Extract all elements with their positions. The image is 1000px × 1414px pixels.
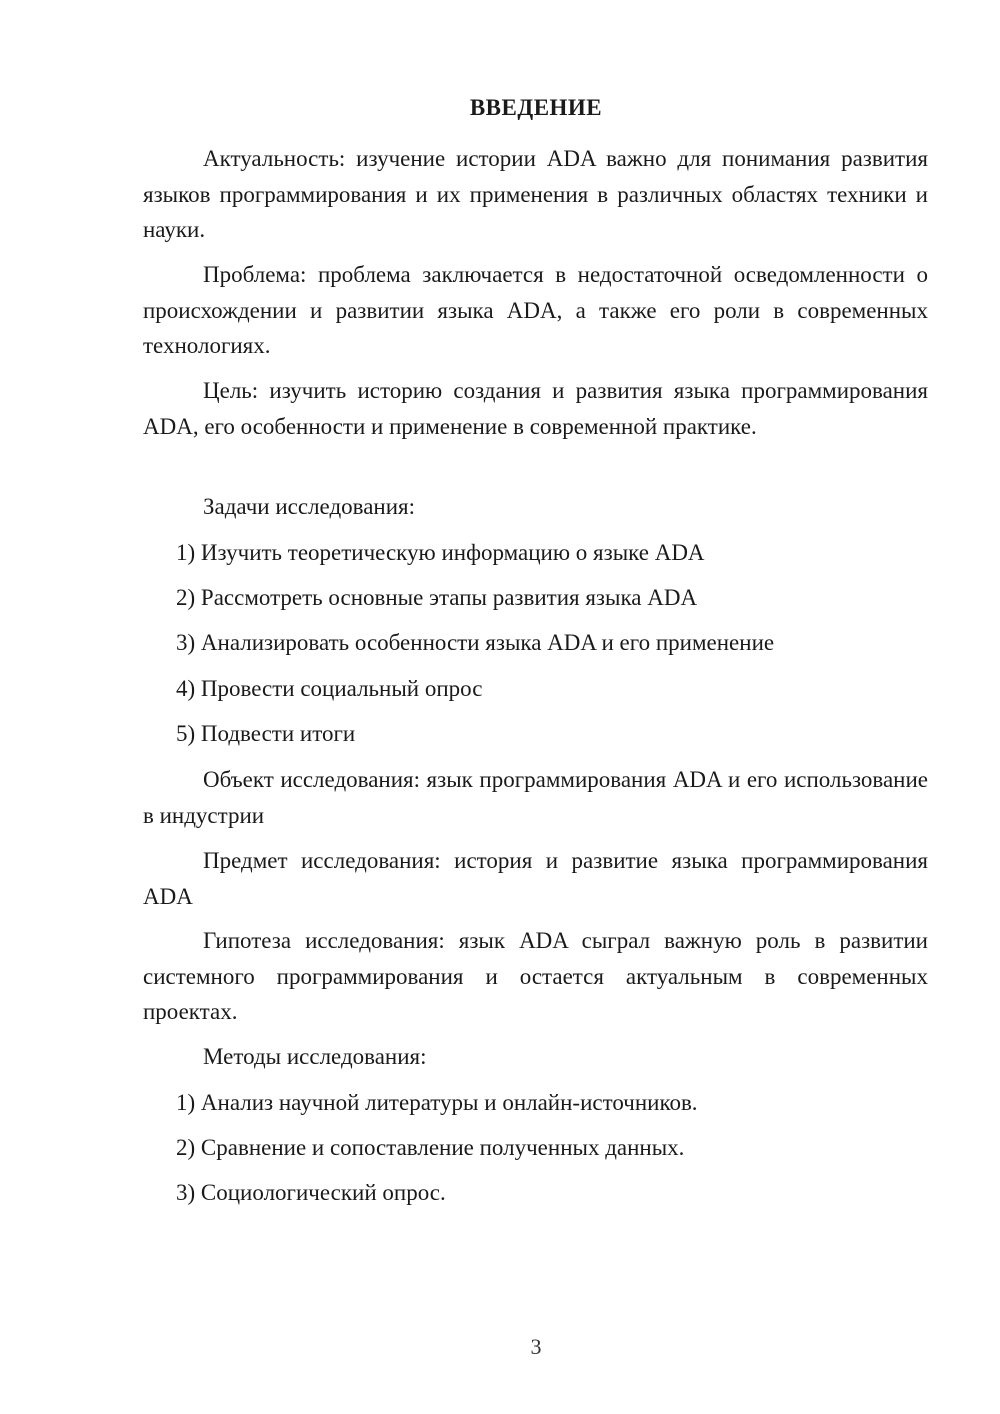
task-item-4: 4) Провести социальный опрос: [176, 676, 483, 701]
hypothesis-paragraph: Гипотеза исследования: язык ADA сыграл важную роль в развитии системного программирования и остается актуальным в современных проектах.: [143, 928, 928, 1024]
method-item-3: 3) Социологический опрос.: [176, 1180, 446, 1205]
methods-title: Методы исследования:: [203, 1044, 427, 1069]
object-paragraph: Объект исследования: язык программирования ADA и его использование в индустрии: [143, 767, 928, 828]
goal-paragraph: Цель: изучить историю создания и развития языка программирования ADA, его особенности и применение в современной практике.: [143, 378, 928, 439]
task-item-2: 2) Рассмотреть основные этапы развития языка ADA: [176, 585, 698, 610]
subject-paragraph: Предмет исследования: история и развитие языка программирования ADA: [143, 848, 928, 909]
method-item-1: 1) Анализ научной литературы и онлайн-источников.: [176, 1090, 698, 1115]
relevance-paragraph: Актуальность: изучение истории ADA важно для понимания развития языков программирования и их применения в различных областях техники и науки.: [143, 146, 928, 242]
problem-paragraph: Проблема: проблема заключается в недостаточной осведомленности о происхождении и развитии языка ADA, а также его роли в современных технологиях.: [143, 262, 928, 358]
task-item-3: 3) Анализировать особенности языка ADA и его применение: [176, 630, 775, 655]
page-number: 3: [530, 1334, 542, 1359]
task-item-1: 1) Изучить теоретическую информацию о языке ADA: [176, 540, 705, 565]
task-item-5: 5) Подвести итоги: [176, 721, 356, 746]
method-item-2: 2) Сравнение и сопоставление полученных данных.: [176, 1135, 685, 1160]
page-title: ВВЕДЕНИЕ: [469, 95, 603, 120]
tasks-title: Задачи исследования:: [203, 494, 416, 519]
